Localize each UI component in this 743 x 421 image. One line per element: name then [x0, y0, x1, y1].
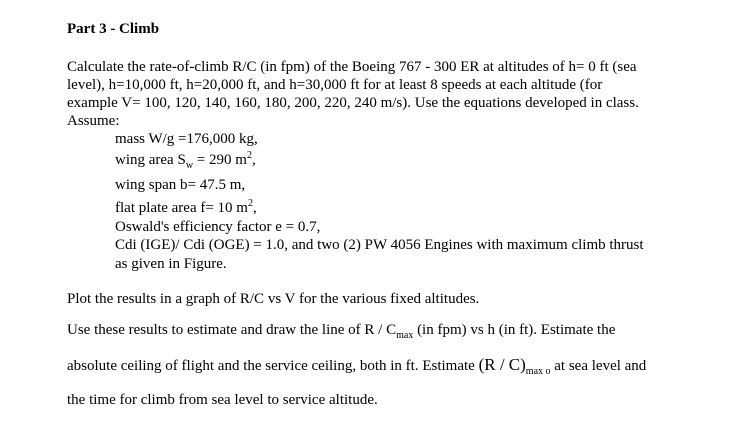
flat-plate-exponent: 2: [247, 198, 253, 209]
intro-line: Assume:: [67, 113, 120, 129]
assumption-engines-line1: Cdi (IGE)/ Cdi (OGE) = 1.0, and two (2) PW 4056 Engines with maximum climb thrust: [115, 237, 644, 253]
wing-area-exponent: 2: [246, 150, 252, 161]
estimate-line-1: [67, 321, 615, 339]
estimate-line1-suffix: (in fpm) vs h (in ft). Estimate the: [413, 322, 616, 338]
rc-max-subscript: max: [396, 330, 414, 341]
plot-instruction: Plot the results in a graph of R/C vs V for the various fixed altitudes.: [67, 291, 480, 307]
estimate-line2-suffix: at sea level and: [550, 358, 647, 374]
intro-line: Calculate the rate-of-climb R/C (in fpm) of the Boeing 767 - 300 ER at altitudes of h= 0 ft (sea: [67, 59, 637, 75]
rc-max-o-subscript: max o: [525, 366, 551, 377]
intro-line: level), h=10,000 ft, h=20,000 ft, and h=30,000 ft for at least 8 speeds at each altitude (for: [67, 77, 603, 93]
estimate-line2-prefix: absolute ceiling of flight and the service ceiling, both in ft. Estimate: [67, 358, 479, 374]
assumption-wing-span: wing span b= 47.5 m,: [115, 177, 246, 193]
rc-max-sea-level: (R / C): [478, 355, 526, 374]
estimate-line-2: [67, 356, 646, 375]
wing-area-suffix: ,: [251, 152, 256, 168]
flat-plate-suffix: ,: [252, 200, 257, 216]
wing-area-label: wing area S: [115, 152, 186, 168]
section-heading: Part 3 - Climb: [67, 21, 160, 37]
assumption-engines-line2: as given in Figure.: [115, 256, 227, 272]
intro-line: example V= 100, 120, 140, 160, 180, 200, 220, 240 m/s). Use the equations developed in class.: [67, 95, 639, 111]
flat-plate-label: flat plate area f= 10 m: [115, 200, 248, 216]
estimate-line-3: the time for climb from sea level to service altitude.: [67, 392, 378, 408]
wing-area-subscript: w: [185, 160, 194, 171]
assumption-mass: mass W/g =176,000 kg,: [115, 131, 258, 147]
estimate-line1-prefix: Use these results to estimate and draw the line of R / C: [67, 322, 397, 338]
assumption-oswald: Oswald's efficiency factor e = 0.7,: [115, 219, 321, 235]
assumption-flat-plate: [115, 199, 257, 217]
assumption-wing-area: [115, 151, 256, 169]
intro-paragraph: [67, 58, 697, 130]
wing-area-value: = 290 m: [193, 152, 247, 168]
